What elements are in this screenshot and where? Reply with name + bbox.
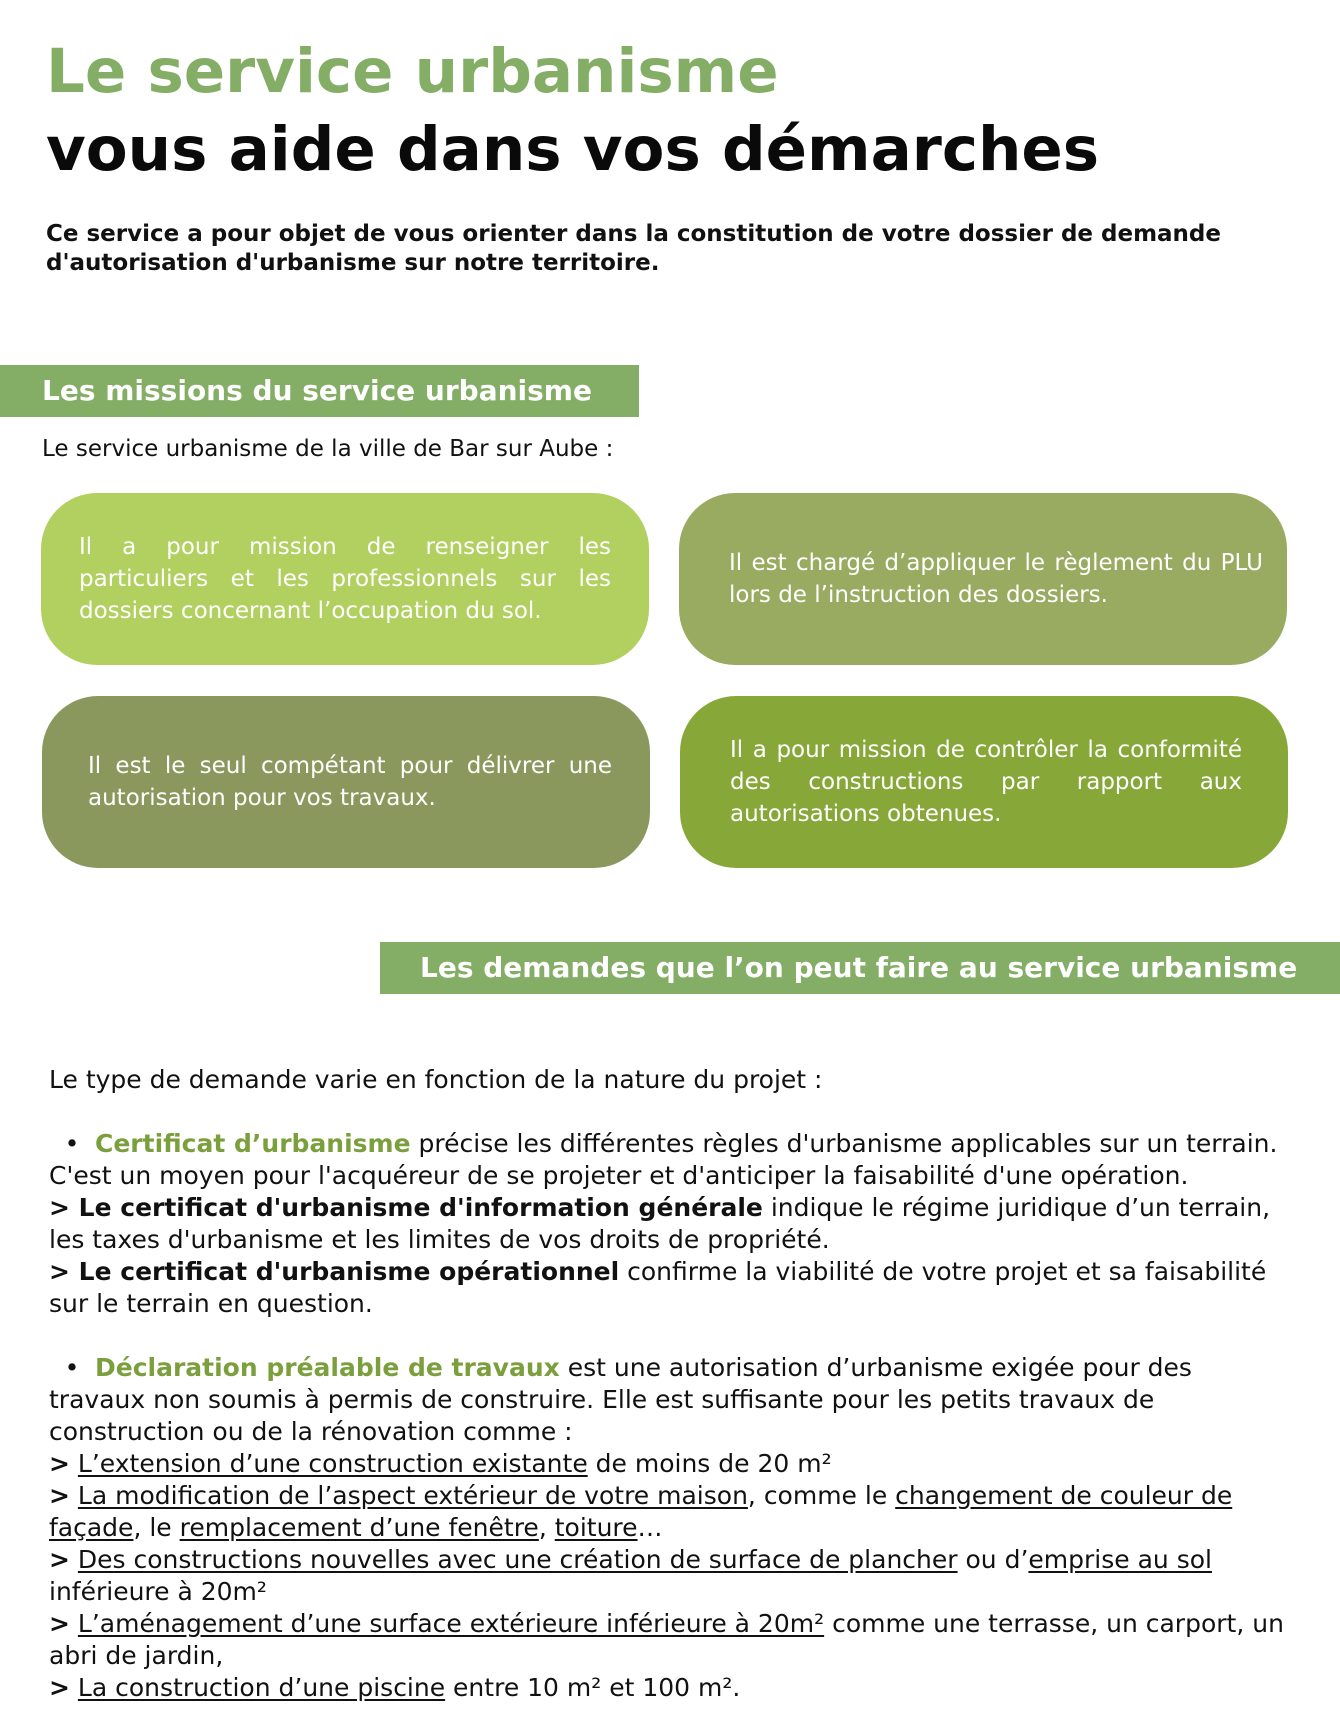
item-text: … bbox=[637, 1513, 663, 1542]
mission-card-text: Il a pour mission de contrôler la conformité des constructions par rapport aux autorisations obtenues. bbox=[730, 737, 1242, 827]
missions-lead: Le service urbanisme de la ville de Bar sur Aube : bbox=[42, 436, 614, 462]
item-text: de moins de 20 m² bbox=[587, 1449, 832, 1478]
item-text: inférieure à 20m² bbox=[49, 1577, 267, 1606]
bullet-icon: • bbox=[64, 1353, 80, 1382]
link-fenetre[interactable]: remplacement d’une fenêtre bbox=[179, 1513, 539, 1542]
mission-card-text: Il est le seul compétant pour délivrer une autorisation pour vos travaux. bbox=[88, 753, 612, 811]
arrow-marker: > bbox=[49, 1449, 70, 1478]
link-amenagement[interactable]: L’aménagement d’une surface extérieure inférieure à 20m² bbox=[77, 1609, 825, 1638]
link-couleur-facade[interactable]: changement de couleur de façade bbox=[49, 1481, 1233, 1542]
arrow-marker: > bbox=[49, 1193, 70, 1222]
missions-heading: Les missions du service urbanisme bbox=[0, 365, 639, 417]
link-emprise-sol[interactable]: emprise au sol bbox=[1028, 1545, 1212, 1574]
item-text: ou d’ bbox=[957, 1545, 1029, 1574]
intro-text: Ce service a pour objet de vous orienter dans la constitution de votre dossier de demande d'autorisation d'urbanisme sur notre territoire. bbox=[46, 221, 1221, 276]
certificat-keyword: Certificat d’urbanisme bbox=[95, 1129, 411, 1158]
link-constructions-nouvelles[interactable]: Des constructions nouvelles avec une création de surface de plancher bbox=[77, 1545, 958, 1574]
demandes-lead: Le type de demande varie en fonction de la nature du projet : bbox=[49, 1065, 823, 1094]
mission-card-reglement bbox=[679, 493, 1287, 665]
certificat-info-text: indique le régime juridique d’un terrain, les taxes d'urbanisme et les limites de vos droits de propriété. bbox=[49, 1193, 1271, 1254]
page-title-line-2: vous aide dans vos démarches bbox=[46, 114, 1100, 185]
link-modification-aspect[interactable]: La modification de l’aspect extérieur de votre maison bbox=[77, 1481, 748, 1510]
mission-card-text: Il a pour mission de renseigner les particuliers et les professionnels sur les dossiers concernant l’occupation du sol. bbox=[79, 534, 611, 624]
declaration-item-extension bbox=[49, 1448, 1294, 1480]
mission-card-renseigner bbox=[41, 493, 649, 665]
declaration-paragraph bbox=[49, 1352, 1294, 1448]
arrow-marker: > bbox=[49, 1481, 70, 1510]
declaration-item-piscine bbox=[49, 1672, 1294, 1704]
certificat-oper-line bbox=[49, 1256, 1294, 1320]
item-text: entre 10 m² et 100 m². bbox=[445, 1673, 741, 1702]
declaration-text: est une autorisation d’urbanisme exigée pour des travaux non soumis à permis de construire. Elle est suffisante pour les petits travaux de construction ou de la rénovation comme : bbox=[49, 1353, 1192, 1446]
item-text: , le bbox=[133, 1513, 180, 1542]
item-text: comme une terrasse, un carport, un abri de jardin, bbox=[49, 1609, 1284, 1670]
arrow-marker: > bbox=[49, 1545, 70, 1574]
bullet-icon: • bbox=[64, 1129, 80, 1158]
link-extension[interactable]: L’extension d’une construction existante bbox=[77, 1449, 588, 1478]
declaration-item-modification bbox=[49, 1480, 1294, 1544]
arrow-marker: > bbox=[49, 1609, 70, 1638]
link-piscine[interactable]: La construction d’une piscine bbox=[77, 1673, 446, 1702]
demandes-section bbox=[49, 1064, 1294, 1704]
link-toiture[interactable]: toiture bbox=[554, 1513, 638, 1542]
certificat-oper-text: confirme la viabilité de votre projet et sa faisabilité sur le terrain en question. bbox=[49, 1257, 1267, 1318]
certificat-paragraph bbox=[49, 1128, 1294, 1192]
certificat-info-title: Le certificat d'urbanisme d'information générale bbox=[69, 1193, 763, 1222]
certificat-oper-title: Le certificat d'urbanisme opérationnel bbox=[69, 1257, 620, 1286]
mission-card-controler bbox=[680, 696, 1288, 868]
declaration-item-constructions bbox=[49, 1544, 1294, 1608]
certificat-info-line bbox=[49, 1192, 1294, 1256]
mission-card-text: Il est chargé d’appliquer le règlement du PLU lors de l’instruction des dossiers. bbox=[729, 550, 1263, 608]
arrow-marker: > bbox=[49, 1257, 70, 1286]
certificat-text: précise les différentes règles d'urbanisme applicables sur un terrain. C'est un moyen pour l'acquéreur de se projeter et d'anticiper la faisabilité d'une opération. bbox=[49, 1129, 1278, 1190]
item-text: , bbox=[538, 1513, 555, 1542]
item-text: , comme le bbox=[747, 1481, 896, 1510]
arrow-marker: > bbox=[49, 1673, 70, 1702]
page-title-line-1: Le service urbanisme bbox=[46, 36, 779, 107]
demandes-heading: Les demandes que l’on peut faire au service urbanisme bbox=[380, 942, 1340, 994]
mission-card-delivrer bbox=[42, 696, 650, 868]
declaration-keyword: Déclaration préalable de travaux bbox=[95, 1353, 560, 1382]
declaration-item-amenagement bbox=[49, 1608, 1294, 1672]
